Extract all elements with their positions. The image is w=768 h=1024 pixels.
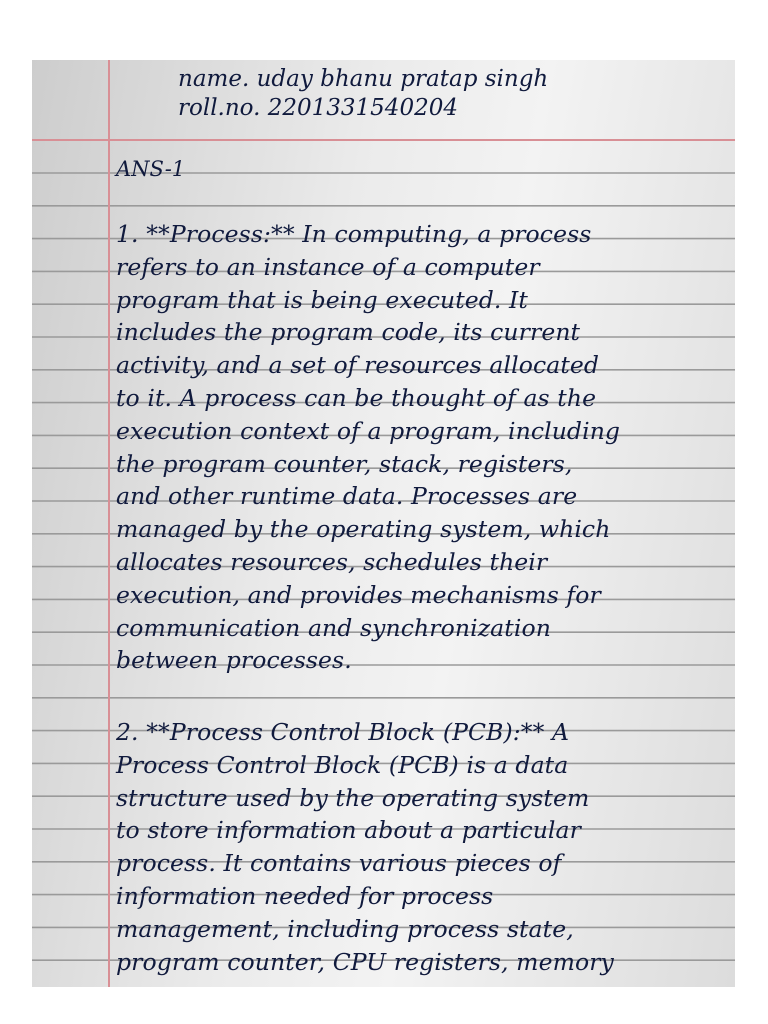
paragraph-process: [116, 218, 620, 677]
text-line: program counter, CPU registers, memory: [116, 947, 614, 976]
answer-label: ANS-1: [116, 157, 186, 181]
text-line: program that is being executed. It: [116, 285, 528, 314]
text-line: management, including process state,: [116, 914, 574, 943]
text-line: information needed for process: [116, 881, 494, 910]
text-line: refers to an instance of a computer: [116, 252, 540, 281]
text-line: includes the program code, its current: [116, 318, 581, 347]
text-line: structure used by the operating system: [116, 783, 590, 812]
text-line: execution context of a program, including: [116, 416, 621, 445]
paragraph-pcb: [116, 716, 614, 978]
text-line: between processes.: [116, 646, 352, 675]
text-line: and other runtime data. Processes are: [116, 482, 578, 511]
text-line: process. It contains various pieces of: [116, 849, 562, 878]
text-line: managed by the operating system, which: [116, 515, 611, 544]
roll-number: roll.no. 2201331540204: [178, 95, 458, 121]
text-line: 2. **Process Control Block (PCB):** A: [116, 718, 570, 746]
text-line: allocates resources, schedules their: [116, 547, 548, 576]
student-header: [178, 65, 548, 123]
text-line: execution, and provides mechanisms for: [116, 580, 601, 609]
text-line: to it. A process can be thought of as the: [116, 383, 597, 412]
text-line: 1. **Process:** In computing, a process: [116, 220, 592, 248]
text-line: communication and synchronization: [116, 613, 551, 642]
text-line: activity, and a set of resources allocated: [116, 351, 600, 380]
student-name: name. uday bhanu pratap singh: [178, 66, 549, 92]
text-line: Process Control Block (PCB) is a data: [116, 750, 569, 779]
notebook-sheet: [32, 60, 735, 987]
text-line: the program counter, stack, registers,: [116, 449, 573, 478]
text-line: to store information about a particular: [116, 816, 581, 845]
